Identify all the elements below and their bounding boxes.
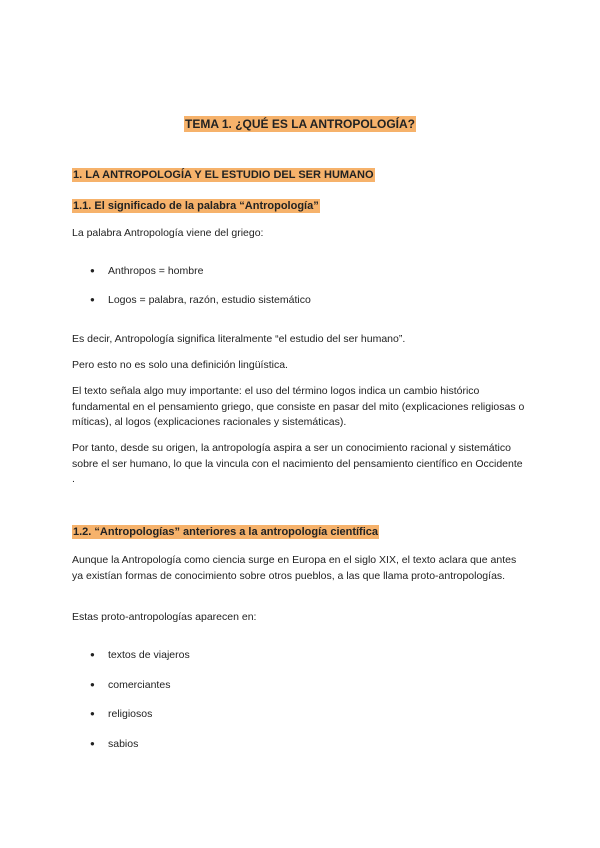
- paragraph: Pero esto no es solo una definición lingüística.: [72, 359, 288, 371]
- paragraph: Es decir, Antropología significa literalmente “el estudio del ser humano”.: [72, 333, 406, 345]
- paragraph: Aunque la Antropología como ciencia surge en Europa en el siglo XIX, el texto aclara que antes ya existían formas de conocimiento sobre otros pueblos, a las que llama proto-antropologías.: [72, 554, 517, 582]
- list-item: [90, 706, 152, 722]
- list-item: [90, 647, 190, 663]
- page-title-text: TEMA 1. ¿QUÉ ES LA ANTROPOLOGÍA?: [184, 117, 415, 131]
- list-item-text: comerciantes: [108, 679, 171, 691]
- section-heading: [72, 169, 375, 181]
- bullet-icon: ●: [90, 266, 95, 275]
- list-item-text: textos de viajeros: [108, 649, 190, 661]
- list-item: [90, 263, 203, 279]
- bullet-icon: ●: [90, 295, 95, 304]
- bullet-icon: ●: [90, 709, 95, 718]
- paragraph: Estas proto-antropologías aparecen en:: [72, 611, 257, 623]
- list-item: [90, 736, 138, 752]
- paragraph: El texto señala algo muy importante: el uso del término logos indica un cambio histórico fundamental en el pensamiento griego, que consiste en pasar del mito (explicaciones religiosas o míticas), al logos (explicaciones racionales y sistemáticas).: [72, 385, 525, 428]
- subsection-heading-1-1-text: 1.1. El significado de la palabra “Antropología”: [73, 200, 319, 212]
- subsection-heading-1-2-text: 1.2. “Antropologías” anteriores a la antropología científica: [73, 526, 379, 538]
- bullet-icon: ●: [90, 739, 95, 748]
- section-heading-text: 1. LA ANTROPOLOGÍA Y EL ESTUDIO DEL SER HUMANO: [73, 169, 374, 181]
- paragraph-intro: La palabra Antropología viene del griego:: [72, 227, 264, 239]
- subsection-heading-1-1: [72, 200, 320, 212]
- list-item-text: Anthropos = hombre: [108, 265, 204, 277]
- paragraph: Por tanto, desde su origen, la antropología aspira a ser un conocimiento racional y sistemático sobre el ser humano, lo que la vincula con el nacimiento del pensamiento científico en Occidente .: [72, 442, 523, 485]
- list-item-text: sabios: [108, 738, 139, 750]
- bullet-icon: ●: [90, 650, 95, 659]
- list-item: [90, 677, 170, 693]
- list-item-text: religiosos: [108, 708, 153, 720]
- subsection-heading-1-2: [72, 526, 379, 538]
- page-title: [0, 117, 600, 131]
- bullet-icon: ●: [90, 680, 95, 689]
- list-item: [90, 292, 311, 308]
- list-item-text: Logos = palabra, razón, estudio sistemático: [108, 294, 311, 306]
